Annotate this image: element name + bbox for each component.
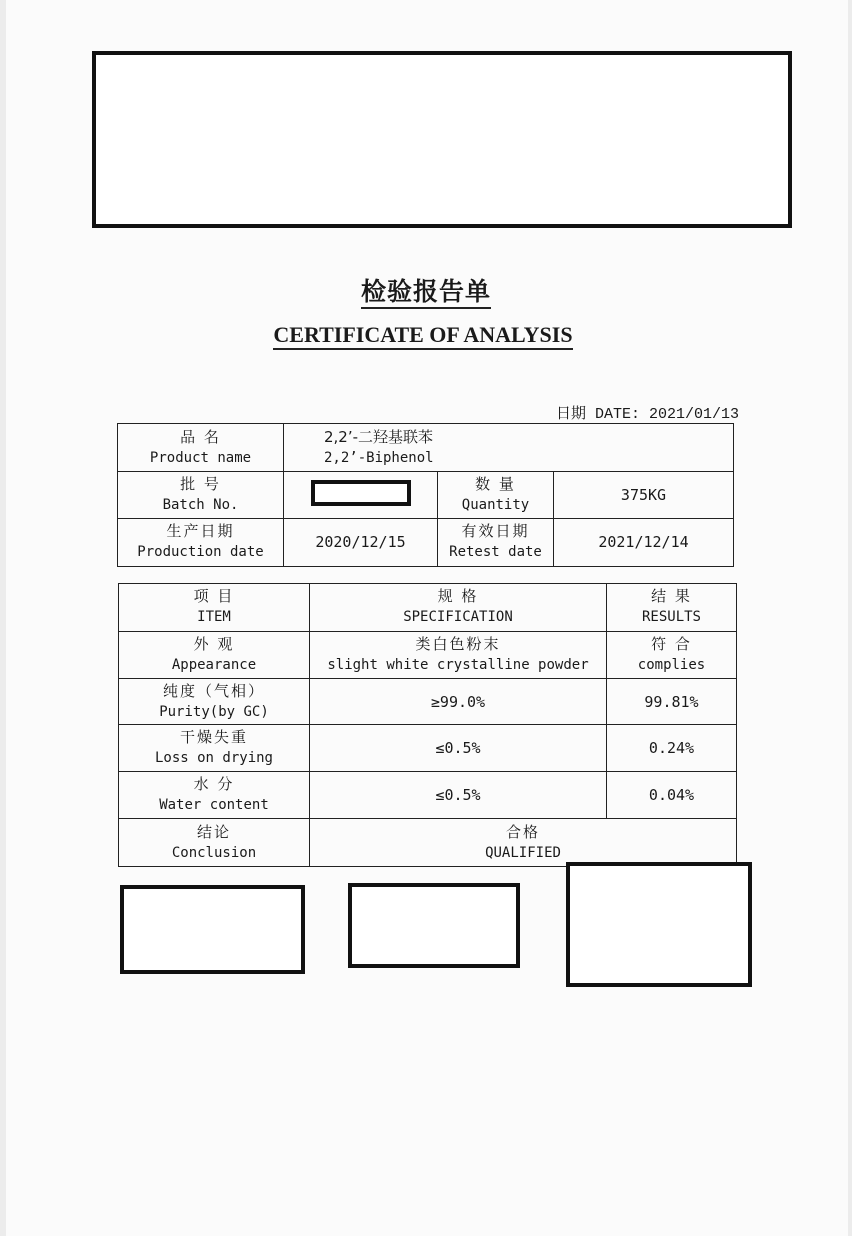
quantity-label: 数 量 Quantity (438, 472, 554, 519)
document-title-chinese: 检验报告单 (0, 272, 852, 308)
specification-cell: ≤0.5% (310, 772, 607, 819)
redacted-signature-block (348, 883, 520, 968)
result-cell: 0.04% (607, 772, 737, 819)
product-info-table (117, 423, 734, 567)
test-results-table (118, 583, 737, 867)
batch-value (284, 472, 438, 519)
dates-row (118, 518, 734, 566)
report-date: 日期 DATE: 2021/01/13 (556, 406, 740, 423)
production-date-label: 生产日期 Production date (118, 518, 284, 566)
product-name-row (118, 424, 734, 472)
item-cell: 干燥失重 Loss on drying (119, 725, 310, 772)
item-cell: 外 观 Appearance (119, 631, 310, 678)
table-row (119, 631, 737, 678)
conclusion-label: 结论 Conclusion (119, 819, 310, 867)
redacted-header-block (92, 51, 792, 228)
conclusion-row (119, 819, 737, 867)
item-cell: 水 分 Water content (119, 772, 310, 819)
item-header: 项 目 ITEM (119, 584, 310, 632)
table-row (119, 678, 737, 725)
table-row (119, 772, 737, 819)
batch-row (118, 472, 734, 519)
results-header-row (119, 584, 737, 632)
retest-date-label: 有效日期 Retest date (438, 518, 554, 566)
quantity-value: 375KG (554, 472, 734, 519)
production-date-value: 2020/12/15 (284, 518, 438, 566)
specification-cell: 类白色粉末 slight white crystalline powder (310, 631, 607, 678)
results-header: 结 果 RESULTS (607, 584, 737, 632)
product-name-value: 2,2’-二羟基联苯 2,2’-Biphenol (284, 424, 734, 472)
specification-cell: ≤0.5% (310, 725, 607, 772)
specification-cell: ≥99.0% (310, 678, 607, 725)
retest-date-value: 2021/12/14 (554, 518, 734, 566)
table-row (119, 725, 737, 772)
result-cell: 99.81% (607, 678, 737, 725)
redacted-stamp-block (566, 862, 752, 987)
batch-label: 批 号 Batch No. (118, 472, 284, 519)
result-cell: 0.24% (607, 725, 737, 772)
redacted-batch-number (311, 480, 411, 506)
conclusion-value: 合格 QUALIFIED (310, 819, 737, 867)
document-title-english: CERTIFICATE OF ANALYSIS (0, 322, 846, 348)
result-cell: 符 合 complies (607, 631, 737, 678)
redacted-signature-block (120, 885, 305, 974)
specification-header: 规 格 SPECIFICATION (310, 584, 607, 632)
item-cell: 纯度（气相） Purity(by GC) (119, 678, 310, 725)
product-name-label: 品 名 Product name (118, 424, 284, 472)
